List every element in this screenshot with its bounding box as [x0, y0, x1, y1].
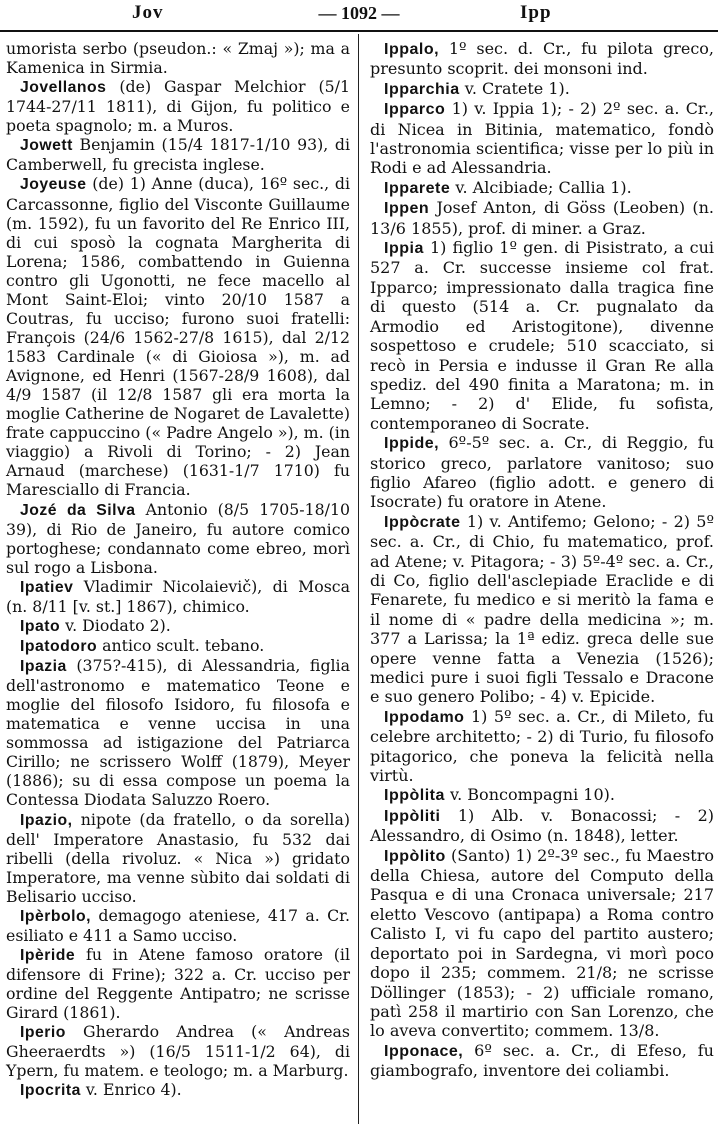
- entry-headword: Iperio: [20, 1024, 66, 1042]
- dictionary-entry: [370, 79, 714, 99]
- dictionary-entry: [6, 1080, 350, 1100]
- dictionary-entry: [370, 512, 714, 707]
- entry-headword: Ipazio,: [20, 811, 73, 829]
- entry-text: 6º-5º sec. a. Cr., di Reggio, fu storico greco, parlatore vanitoso; suo figlio Afareo (figlio adott. e genero di Isocrate) fu oratore in Atene.: [370, 433, 714, 512]
- entry-text: 6º sec. a. Cr., di Efeso, fu giambografo, inventore dei coliambi.: [370, 1040, 714, 1081]
- dictionary-entry: [370, 846, 714, 1041]
- entry-headword: Ippòliti: [384, 807, 441, 825]
- dictionary-entry: [6, 656, 350, 810]
- entry-text: 1º sec. d. Cr., fu pilota greco, presunto scoprit. dei monsoni ind.: [370, 39, 714, 79]
- entry-headword: Jozé da Silva: [20, 501, 136, 519]
- entry-headword: Ipèride: [20, 946, 76, 964]
- entry-headword: Ipparco: [384, 101, 446, 119]
- entry-text: v. Cratete 1).: [464, 78, 570, 98]
- dictionary-entry: [6, 616, 350, 636]
- dictionary-entry: [370, 238, 714, 433]
- left-column: [6, 39, 350, 1100]
- dictionary-entry: [370, 99, 714, 178]
- entry-headword: Ipparete: [384, 179, 451, 197]
- entry-headword: Ipazia: [20, 658, 67, 675]
- dictionary-entry: [6, 77, 350, 135]
- entry-text: (de) Gaspar Melchior (5/1 1744-27/11 1811), di Gijon, fu politico e poeta spagnolo; m. a Muros.: [6, 77, 350, 136]
- entry-text: antico scult. tebano.: [102, 635, 265, 655]
- entry-headword: Ipatodoro: [20, 637, 98, 655]
- entry-text: umorista serbo (pseudon.: « Zmaj »); ma a Kamenica in Sirmia.: [6, 39, 350, 78]
- entry-text: 1) 5º sec. a. Cr., di Mileto, fu celebre architetto; - 2) di Turio, fu filosofo pitagorico, che poneva la felicità nella virtù.: [370, 706, 714, 786]
- entry-headword: Ippen: [384, 200, 430, 218]
- entry-text: v. Diodato 2).: [65, 615, 171, 635]
- entry-headword: Ippalo,: [384, 41, 440, 58]
- dictionary-entry: [370, 198, 714, 238]
- dictionary-entry: [6, 39, 350, 77]
- entry-text: Benjamin (15/4 1817-1/10 93), di Camberwell, fu grecista inglese.: [6, 135, 350, 175]
- dictionary-entry: [370, 178, 714, 198]
- entry-headword: Jowett: [20, 137, 73, 155]
- entry-text: 1) figlio 1º gen. di Pisistrato, a cui 527 a. Cr. successe insieme col frat. Ipparco; impressionato dalla tragica fine di questo (514 a. Cr. pugnalato da Armodio ed Aristogitone), divenne sospettoso e crudele; 510 scacciato, si recò in Persia e indusse il Gran Re alla spediz. del 490 finita a Maratona; m. in Lemno; - 2) d' Elide, fu sofista, contemporaneo di Socrate.: [370, 238, 715, 433]
- entry-text: demagogo ateniese, 417 a. Cr. esiliato e 411 a Samo ucciso.: [6, 905, 350, 945]
- entry-text: (Santo) 1) 2º-3º sec., fu Maestro della Chiesa, autore del Computo della Pasqua e di una Cronaca universale; 217 eletto Vescovo (antipapa) a Roma contro Calisto I, vi fu capo del partito austero; deportato poi in Sardegna, vi morì poco dopo il 235; commem. 21/8; ne scrisse Döllinger (1853); - 2) ufficiale romano, patì 258 il martirio con San Lorenzo, che lo aveva convertito; commem. 13/8.: [370, 845, 714, 1041]
- entry-headword: Jovellanos: [20, 79, 107, 97]
- entry-text: Vladimir Nicolaievič), di Mosca (n. 8/11 [v. st.] 1867), chimico.: [6, 576, 350, 616]
- dictionary-entry: [6, 906, 350, 945]
- header-rule: [0, 30, 718, 32]
- entry-headword: Ippòcrate: [384, 513, 461, 531]
- entry-text: 1) v. Antifemo; Gelono; - 2) 5º sec. a. Cr., di Chio, fu matematico, prof. ad Atene; v. Pitagora; - 3) 5º-4º sec. a. Cr., di Co, figlio dell'asclepiade Eraclide e di Fenarete, fu medico e si meritò la fama e il nome di « padre della medicina »; m. 377 a Larissa; la 1ª ediz. greca delle sue opere venne fatta a Venezia (1526); medici pure i suoi figli Tessalo e Dracone e suo genero Polibo; - 4) v. Epicide.: [370, 511, 715, 707]
- dictionary-entry: [6, 945, 350, 1022]
- dictionary-entry: [6, 636, 350, 656]
- entry-headword: Ippide,: [384, 435, 440, 453]
- entry-text: Gherardo Andrea (« Andreas Gheeraerdts ») (16/5 1511-1/2 64), di Ypern, fu matem. e teologo; m. a Marburg.: [6, 1022, 350, 1081]
- page-number: — 1092 —: [318, 3, 400, 23]
- dictionary-entry: [6, 577, 350, 616]
- dictionary-entry: [370, 433, 714, 512]
- dictionary-entry: [6, 810, 350, 906]
- entry-text: Antonio (8/5 1705-18/10 39), di Rio de Janeiro, fu autore comico portoghese; condannato come ebreo, morì sul rogo a Lisbona.: [6, 499, 350, 577]
- entry-text: fu in Atene famoso oratore (il difensore di Frine); 322 a. Cr. ucciso per ordine del Reggente Antipatro; ne scrisse Girard (1861).: [6, 944, 350, 1023]
- entry-headword: Ipatiev: [20, 578, 74, 596]
- dictionary-entry: [370, 1041, 714, 1081]
- entry-text: v. Alcibiade; Callia 1).: [455, 177, 632, 197]
- entry-headword: Ippodamo: [384, 708, 465, 726]
- dictionary-entry: [6, 135, 350, 174]
- dictionary-entry: [370, 39, 714, 79]
- entry-headword: Ippòlita: [384, 787, 445, 805]
- entry-headword: Ipparchia: [384, 80, 460, 98]
- entry-text: nipote (da fratello, o da sorella) dell' Imperatore Anastasio, fu 532 dai ribelli (della rivoluz. « Nica ») gridato Imperatore, ma venne sùbito dai soldati di Belisario ucciso.: [6, 809, 351, 906]
- entry-text: 1) Alb. v. Bonacossi; - 2) Alessandro, di Osimo (n. 1848), letter.: [370, 805, 714, 846]
- header-right-guideword: Ipp: [520, 2, 552, 23]
- entry-headword: Ipocrita: [20, 1082, 81, 1100]
- dictionary-entry: [6, 500, 350, 577]
- dictionary-entry: [6, 1022, 350, 1080]
- entry-headword: Ippia: [384, 240, 424, 258]
- entry-text: v. Boncompagni 10).: [449, 785, 615, 805]
- entry-headword: Ipponace,: [384, 1042, 464, 1060]
- entry-text: (375?-415), di Alessandria, figlia dell'astronomo e matematico Teone e moglie del filosofo Isidoro, fu filosofa e matematica e venne uccisa in una sommossa ad istigazione del Patriarca Cirillo; ne scrissero Wolff (1879), Meyer (1886); su di essa compose un poema la Contessa Diodata Saluzzo Roero.: [6, 656, 350, 810]
- dictionary-entry: [6, 174, 350, 499]
- header-left-guideword: Jov: [132, 2, 164, 23]
- entry-headword: Joyeuse: [20, 176, 87, 194]
- entry-headword: Ippòlito: [384, 847, 446, 865]
- entry-text: v. Enrico 4).: [85, 1080, 182, 1100]
- column-divider: [358, 34, 359, 1124]
- entry-headword: Ipato: [20, 617, 61, 635]
- dictionary-entry: [370, 806, 714, 846]
- dictionary-entry: [370, 707, 714, 786]
- entry-headword: Ipèrbolo,: [20, 907, 91, 925]
- dictionary-entry: [370, 785, 714, 805]
- entry-text: 1) v. Ippia 1); - 2) 2º sec. a. Cr., di Nicea in Bitinia, matematico, fondò l'astronomia scientifica; visse per lo più in Rodi e ad Alessandria.: [370, 99, 714, 178]
- entry-text: (de) 1) Anne (duca), 16º sec., di Carcassonne, figlio del Visconte Guillaume (m. 1592), fu un favorito del Re Enrico III, di cui sposò la cognata Margherita di Lorena; 1586, combattendo in Guienna contro gli Ugonotti, ne fece macello al Mont Saint-Eloi; vinto 20/10 1587 a Coutras, fu ucciso; furono suoi fratelli: François (24/6 1562-27/8 1615), dal 2/12 1583 Cardinale (« di Gioiosa »), m. ad Avignone, ed Henri (1567-28/9 1608), dal 4/9 1587 (il 12/8 1587 gli era morta la moglie Catherine de Nogaret de Lavalette) frate cappuccino (« Padre Angelo »), m. (in viaggio) a Rivoli di Torino; - 2) Jean Arnaud (marchese) (1631-1/7 1710) fu Maresciallo di Francia.: [6, 174, 350, 500]
- right-column: [370, 39, 714, 1081]
- entry-text: Josef Anton, di Göss (Leoben) (n. 13/6 1855), prof. di miner. a Graz.: [370, 198, 714, 238]
